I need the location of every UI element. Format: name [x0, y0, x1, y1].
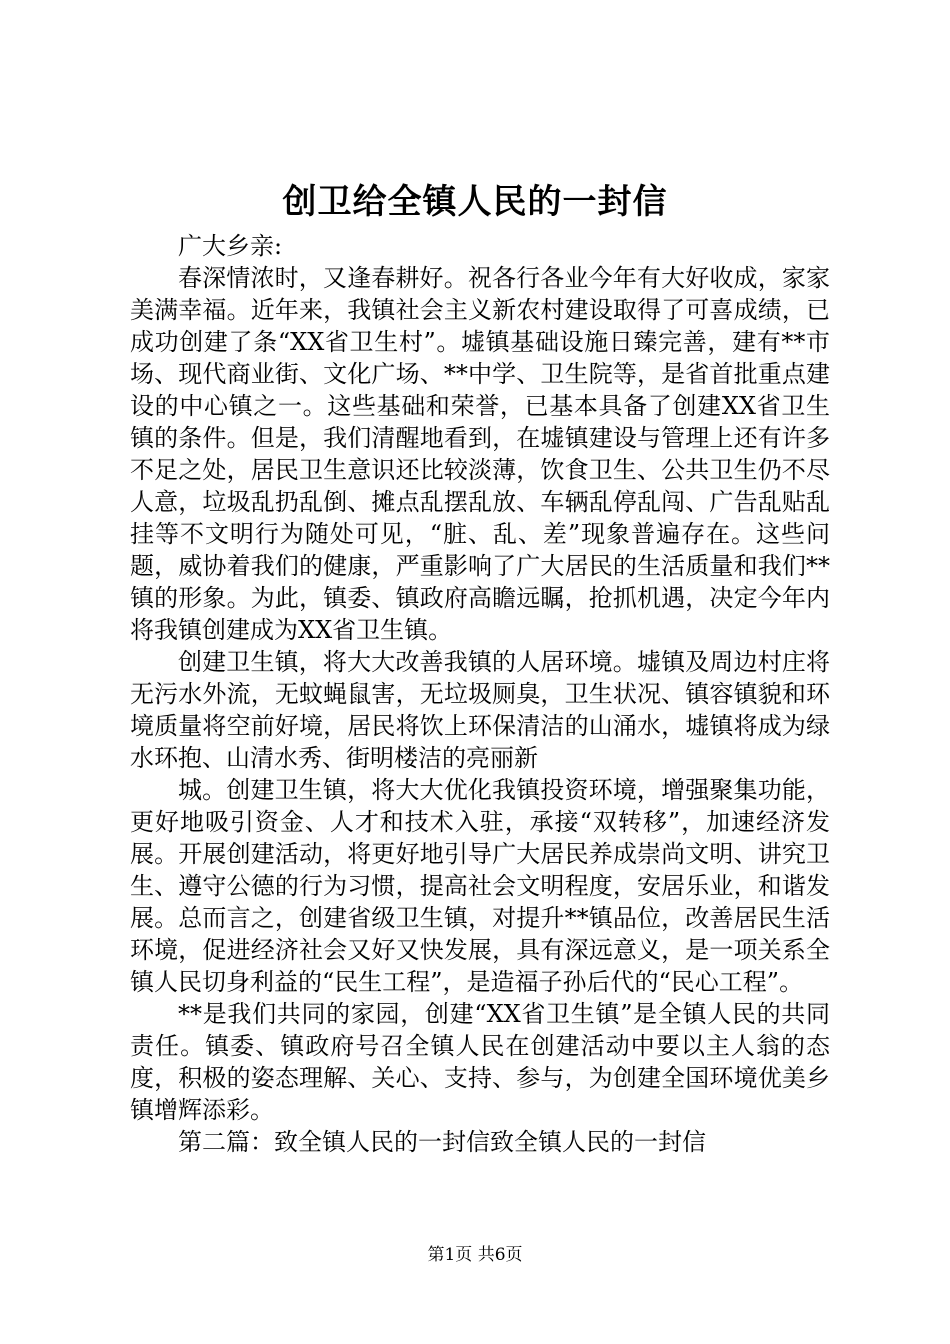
- paragraph-5: 第二篇：致全镇人民的一封信致全镇人民的一封信: [178, 1128, 706, 1156]
- paragraph-1: 春深情浓时，又逢春耕好。祝各行各业今年有大好收成，家家美满幸福。近年来，我镇社会主义新农村建设取得了可喜成绩，已成功创建了条“XX省卫生村”。墟镇基础设施日臻完善，建有**市场、现代商业街、文化广场、**中学、卫生院等，是省首批重点建设的中心镇之一。这些基础和荣誉，已基本具备了创建XX省卫生镇的条件。但是，我们清醒地看到，在墟镇建设与管理上还有许多不足之处，居民卫生意识还比较淡薄，饮食卫生、公共卫生仍不尽人意，垃圾乱扔乱倒、摊点乱摆乱放、车辆乱停乱闯、广告乱贴乱挂等不文明行为随处可见，“脏、乱、差”现象普遍存在。这些问题，威协着我们的健康，严重影响了广大居民的生活质量和我们**镇的形象。为此，镇委、镇政府高瞻远瞩，抢抓机遇，决定今年内将我镇创建成为XX省卫生镇。: [130, 264, 830, 644]
- salutation: 广大乡亲:: [178, 232, 283, 260]
- document-title: 创卫给全镇人民的一封信: [282, 182, 668, 222]
- document-body: [130, 230, 830, 1158]
- paragraph-3: 城。创建卫生镇，将大大优化我镇投资环境，增强聚集功能，更好地吸引资金、人才和技术入驻，承接“双转移”，加速经济发展。开展创建活动，将更好地引导广大居民养成崇尚文明、讲究卫生、遵守公德的行为习惯，提高社会文明程度，安居乐业，和谐发展。总而言之，创建省级卫生镇，对提升**镇品位，改善居民生活环境，促进经济社会又好又快发展，具有深远意义，是一项关系全镇人民切身利益的“民生工程”，是造福子孙后代的“民心工程”。: [130, 776, 830, 996]
- page-number: 第1页 共6页: [427, 1245, 523, 1265]
- paragraph-2: 创建卫生镇，将大大改善我镇的人居环境。墟镇及周边村庄将无污水外流，无蚊蝇鼠害，无垃圾厕臭，卫生状况、镇容镇貌和环境质量将空前好境，居民将饮上环保清洁的山涌水，墟镇将成为绿水环抱、山清水秀、街明楼洁的亮丽新: [130, 648, 830, 772]
- paragraph-4: **是我们共同的家园，创建“XX省卫生镇”是全镇人民的共同责任。镇委、镇政府号召全镇人民在创建活动中要以主人翁的态度，积极的姿态理解、关心、支持、参与，为创建全国环境优美乡镇增辉添彩。: [130, 1000, 830, 1124]
